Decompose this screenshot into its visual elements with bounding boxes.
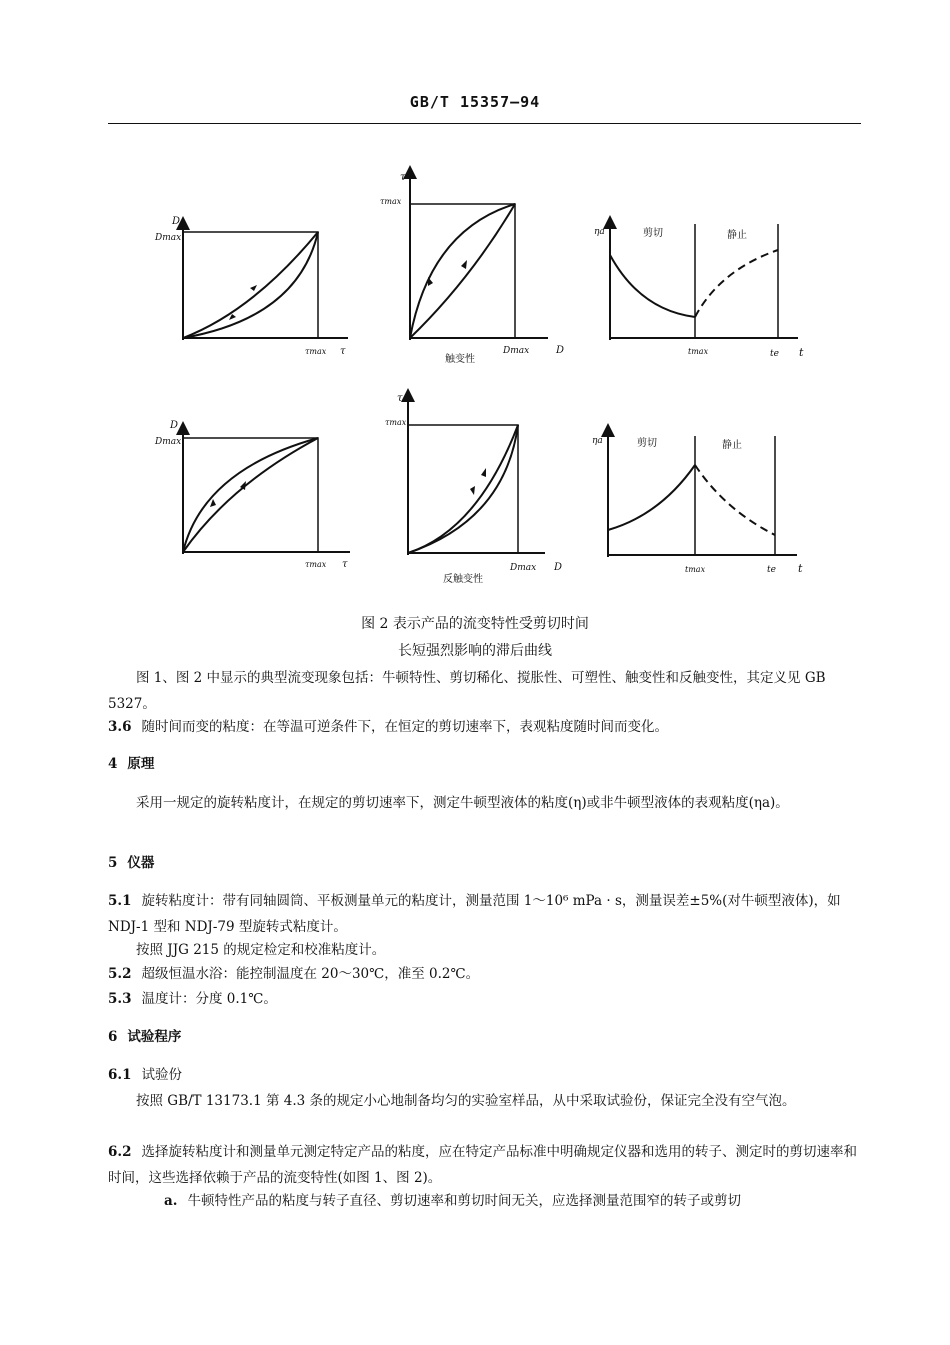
section-3-6 <box>108 714 860 740</box>
section-5-heading <box>108 850 860 876</box>
section-5-3-number: 5.3 <box>108 991 132 1007</box>
chart-a-x-max: τmax <box>305 347 327 356</box>
chart-f-x-mark-1: tmax <box>685 565 706 574</box>
chart-e-lower-curve <box>408 425 518 553</box>
section-3-6-number: 3.6 <box>108 719 132 735</box>
chart-b-arrow-down <box>461 260 467 269</box>
chart-b-upper-curve <box>410 204 515 338</box>
chart-d-y-max: Dmax <box>155 437 182 447</box>
chart-f-label-rest: 静止 <box>722 440 742 451</box>
section-6-1-heading <box>108 1062 860 1088</box>
chart-e-y-max: τmax <box>385 418 407 427</box>
paragraph-test-portion: 按照 GB/T 13173.1 第 4.3 条的规定小心地制备均匀的实验室样品，从中采取试验份，保证完全没有空气泡。 <box>136 1093 796 1109</box>
chart-d-x-max: τmax <box>305 560 327 569</box>
chart-d-lower-curve <box>183 438 318 552</box>
section-4-heading <box>108 751 860 777</box>
chart-f-shear-curve <box>608 465 695 530</box>
chart-a <box>154 216 348 357</box>
chart-f-x-mark-2: te <box>767 565 776 575</box>
section-5-1 <box>108 888 860 940</box>
figure-caption-line2: 长短强烈影响的滞后曲线 <box>398 643 552 659</box>
chart-f-label-shear: 剪切 <box>637 438 657 449</box>
chart-e-x-label: D <box>554 562 563 573</box>
chart-c-x-mark-2: te <box>770 349 779 359</box>
item-a-label: a. <box>164 1193 178 1209</box>
section-5-3 <box>108 986 860 1012</box>
chart-c <box>594 222 804 359</box>
section-5-title: 仪器 <box>127 855 155 871</box>
paragraph-principle: 采用一规定的旋转粘度计，在规定的剪切速率下，测定牛顿型液体的粘度(η)或非牛顿型液体的表观粘度(ηa)。 <box>136 795 789 811</box>
section-5-2 <box>108 961 860 987</box>
chart-e <box>385 393 562 585</box>
chart-b-caption: 触变性 <box>445 354 475 365</box>
chart-b-arrow-up <box>428 277 433 286</box>
section-6-title: 试验程序 <box>127 1029 182 1045</box>
chart-c-rest-curve <box>695 250 778 317</box>
chart-b-y-max: τmax <box>380 197 402 206</box>
section-5-number: 5 <box>108 855 118 871</box>
chart-f-y-label: ηa <box>592 436 603 446</box>
section-5-1-number: 5.1 <box>108 893 132 909</box>
chart-d-arrow-up <box>210 499 216 507</box>
chart-e-upper-curve <box>408 425 518 553</box>
chart-a-y-label: D <box>172 216 181 227</box>
chart-b-x-max: Dmax <box>503 346 530 356</box>
chart-a-arrow-up <box>229 314 236 320</box>
section-4-number: 4 <box>108 756 118 772</box>
chart-e-x-max: Dmax <box>510 563 537 573</box>
chart-d <box>154 420 350 570</box>
section-3-6-text: 随时间而变的粘度：在等温可逆条件下，在恒定的剪切速率下，表观粘度随时间而变化。 <box>141 719 668 735</box>
chart-c-y-label: ηa <box>594 227 605 237</box>
chart-c-shear-curve <box>610 255 695 317</box>
chart-a-lower-curve <box>183 232 318 338</box>
item-a <box>108 1188 860 1214</box>
chart-f <box>592 430 803 575</box>
section-6-2-number: 6.2 <box>108 1144 132 1160</box>
chart-d-x-label: τ <box>342 559 348 570</box>
section-6-2-text: 选择旋转粘度计和测量单元测定特定产品的粘度，应在特定产品标准中明确规定仪器和选用的转子、测定时的剪切速率和时间，这些选择依赖于产品的流变特性(如图 1、图 2)。 <box>108 1144 857 1186</box>
chart-c-label-shear: 剪切 <box>643 228 663 239</box>
chart-b-lower-curve <box>410 204 515 338</box>
paragraph-calibration: 按照 JJG 215 的规定检定和校准粘度计。 <box>136 942 386 958</box>
page-header: GB/T 15357—94 <box>409 93 541 111</box>
chart-e-arrow-down <box>470 486 475 495</box>
section-5-2-text: 超级恒温水浴：能控制温度在 20～30℃，准至 0.2℃。 <box>141 966 480 982</box>
chart-e-y-label: τ <box>397 393 403 404</box>
chart-d-upper-curve <box>183 438 318 552</box>
chart-a-frame <box>183 232 318 338</box>
section-5-1-text: 旋转粘度计：带有同轴圆筒、平板测量单元的粘度计，测量范围 1～10⁶ mPa · s，测量误差±5%(对牛顿型液体)，如 NDJ-1 型和 NDJ-79 型旋转式粘度计。 <box>108 893 841 935</box>
chart-b-x-label: D <box>556 345 565 356</box>
chart-c-x-label: t <box>799 346 804 359</box>
section-4-title: 原理 <box>127 756 155 772</box>
chart-a-y-max: Dmax <box>155 233 182 243</box>
chart-f-x-label: t <box>798 562 803 575</box>
chart-d-frame <box>183 438 318 552</box>
section-6-number: 6 <box>108 1029 118 1045</box>
section-6-1-title: 试验份 <box>141 1067 182 1083</box>
chart-c-label-rest: 静止 <box>727 230 747 241</box>
figure-caption-line1: 图 2 表示产品的流变特性受剪切时间 <box>361 616 589 632</box>
figure-2 <box>0 0 950 600</box>
chart-a-arrow-down <box>250 285 257 291</box>
chart-f-rest-curve <box>695 465 775 535</box>
chart-e-arrow-up <box>481 468 486 477</box>
chart-b-y-label: τ <box>400 172 406 183</box>
item-a-text: 牛顿特性产品的粘度与转子直径、剪切速率和剪切时间无关，应选择测量范围窄的转子或剪切 <box>187 1193 741 1209</box>
section-6-2 <box>108 1139 860 1191</box>
paragraph-rheology-types: 图 1、图 2 中显示的典型流变现象包括：牛顿特性、剪切稀化、搅胀性、可塑性、触变性和反触变性，其定义见 GB 5327。 <box>108 670 826 712</box>
section-5-3-text: 温度计：分度 0.1℃。 <box>141 991 277 1007</box>
chart-e-frame <box>408 425 518 553</box>
section-5-2-number: 5.2 <box>108 966 132 982</box>
chart-e-caption: 反触变性 <box>443 574 483 585</box>
chart-c-x-mark-1: tmax <box>688 347 709 356</box>
chart-a-x-label: τ <box>340 346 346 357</box>
section-6-heading <box>108 1024 860 1050</box>
chart-a-upper-curve <box>183 232 318 338</box>
chart-b-frame <box>410 204 515 338</box>
chart-b <box>380 172 564 365</box>
section-6-1-number: 6.1 <box>108 1067 132 1083</box>
chart-d-y-label: D <box>170 420 179 431</box>
